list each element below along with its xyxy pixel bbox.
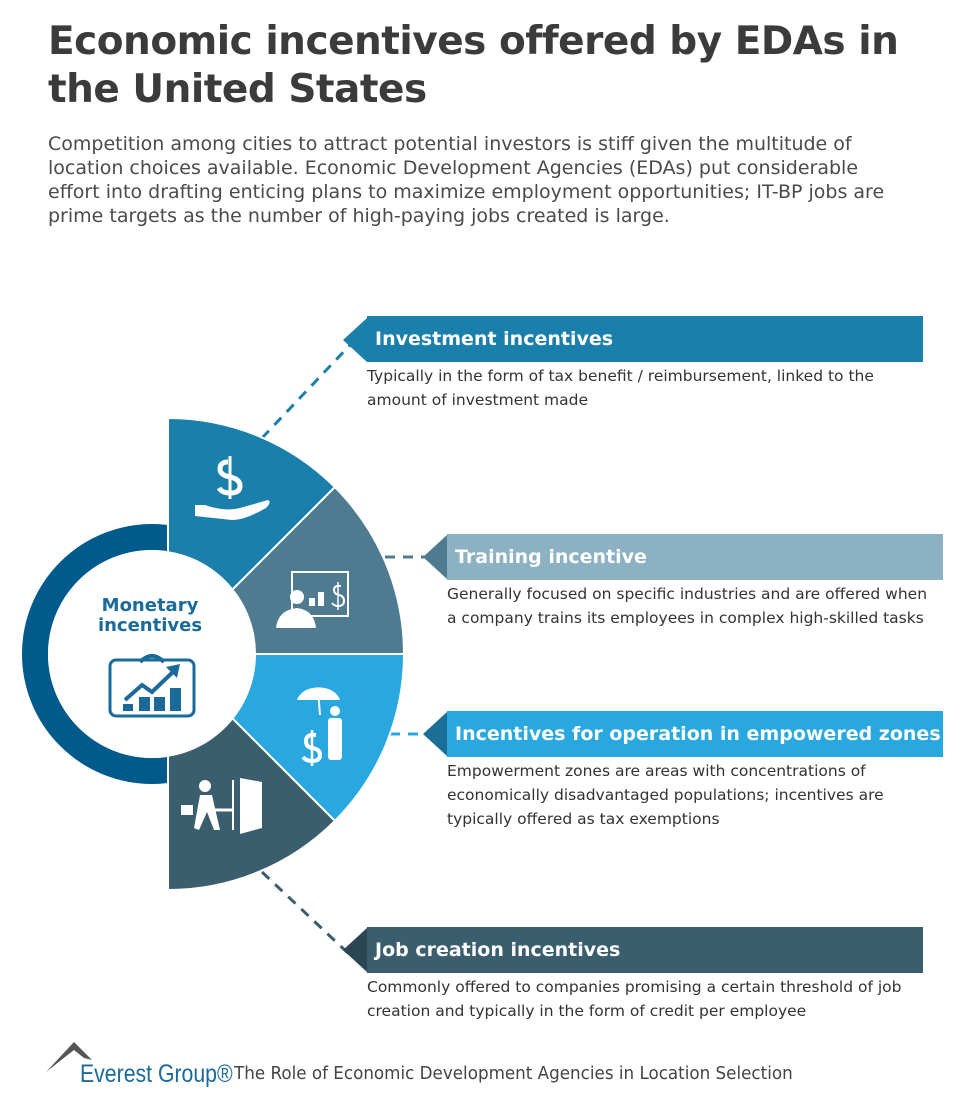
everest-group-logo: Everest Group® bbox=[80, 1060, 233, 1088]
center-label: Monetary incentives bbox=[97, 595, 203, 636]
investment-incentives-header: Investment incentives bbox=[367, 316, 923, 362]
pointer-zones bbox=[423, 712, 447, 756]
intro-text: Competition among cities to attract potential investors is stiff given the multitude of location choices available. Economic Development Agencies (EDAs) put considerable effort into drafting enticing plans to maximize employment opportunities; IT-BP jobs are prime targets as the number of high-paying jobs created is large. bbox=[48, 133, 885, 227]
pointer-job bbox=[343, 928, 367, 972]
investment-incentives-desc: Typically in the form of tax benefit / reimbursement, linked to the amount of investment made bbox=[367, 367, 874, 409]
connector-job bbox=[262, 872, 350, 955]
training-incentive-header: Training incentive bbox=[447, 534, 943, 580]
page-title: Economic incentives offered by EDAs in the United States bbox=[48, 19, 899, 112]
training-incentive-desc: Generally focused on specific industries and are offered when a company trains its employees in complex high-skilled tasks bbox=[447, 585, 928, 627]
pointer-investment bbox=[343, 318, 367, 362]
footer-source: The Role of Economic Development Agencies in Location Selection bbox=[234, 1063, 793, 1084]
job-creation-desc: Commonly offered to companies promising a certain threshold of job creation and typically in the form of credit per employee bbox=[367, 978, 902, 1020]
connector-investment bbox=[262, 345, 350, 438]
pointer-training bbox=[423, 535, 447, 579]
job-creation-header: Job creation incentives bbox=[367, 927, 923, 973]
empowered-zones-header: Incentives for operation in empowered zones bbox=[447, 711, 943, 757]
empowered-zones-desc: Empowerment zones are areas with concentrations of economically disadvantaged populations; incentives are typically offered as tax exemptions bbox=[447, 762, 884, 828]
